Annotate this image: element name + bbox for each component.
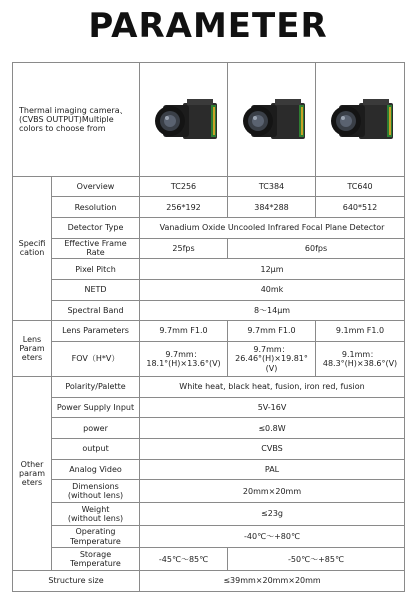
fov-angles: 26.46°(H)×19.81°(V)	[235, 354, 308, 373]
value-cell: 5V-16V	[140, 397, 405, 418]
table-row	[13, 459, 405, 480]
group-label-specification: Specifi cation	[13, 176, 52, 321]
value-cell: 640*512	[316, 197, 405, 218]
value-cell: 40mk	[140, 279, 405, 300]
fov-focal: 9.7mm：	[165, 349, 202, 359]
value-cell: 384*288	[228, 197, 316, 218]
table-row	[13, 525, 405, 548]
table-row	[13, 197, 405, 218]
intro-text: Thermal imaging camera、(CVBS OUTPUT)Multiple colors to choose from	[13, 63, 140, 177]
table-row	[13, 548, 405, 571]
fov-cell	[228, 341, 316, 376]
parameter-table	[12, 62, 405, 592]
param-label: Lens Parameters	[52, 321, 140, 342]
table-row	[13, 377, 405, 398]
value-cell: 9.7mm F1.0	[228, 321, 316, 342]
fov-cell	[316, 341, 405, 376]
param-label-line: Storage	[79, 550, 112, 560]
value-cell: PAL	[140, 459, 405, 480]
value-cell: 60fps	[228, 238, 405, 259]
intro-row	[13, 63, 405, 177]
camera-module-icon	[143, 89, 225, 149]
table-row	[13, 321, 405, 342]
param-label: Polarity/Palette	[52, 377, 140, 398]
param-label: Overview	[52, 176, 140, 197]
param-label-line: Temperature	[70, 536, 121, 546]
param-label: Effective Frame Rate	[52, 238, 140, 259]
param-label	[52, 548, 140, 571]
table-row	[13, 418, 405, 439]
param-label-line: Weight	[81, 504, 110, 514]
param-label-line: Temperature	[70, 559, 121, 569]
value-cell: ≤0.8W	[140, 418, 405, 439]
table-row	[13, 176, 405, 197]
value-cell: Vanadium Oxide Uncooled Infrared Focal Plane Detector	[140, 217, 405, 238]
value-cell: 20mm×20mm	[140, 480, 405, 503]
table-row	[13, 259, 405, 280]
value-cell: -40℃～+80℃	[140, 525, 405, 548]
param-label: power	[52, 418, 140, 439]
param-label	[52, 525, 140, 548]
table-row	[13, 300, 405, 321]
fov-focal: 9.7mm：	[253, 345, 290, 355]
param-label-line: (without lens)	[67, 513, 124, 523]
table-row	[13, 217, 405, 238]
value-cell: 9.7mm F1.0	[140, 321, 228, 342]
param-label-line: (without lens)	[67, 491, 124, 501]
value-cell: ≤39mm×20mm×20mm	[140, 571, 405, 592]
value-cell: White heat, black heat, fusion, iron red, fusion	[140, 377, 405, 398]
group-label-lens: Lens Param eters	[13, 321, 52, 377]
table-row	[13, 480, 405, 503]
camera-image-tc256	[140, 63, 228, 177]
camera-image-tc384	[228, 63, 316, 177]
table-row	[13, 438, 405, 459]
fov-cell	[140, 341, 228, 376]
group-label-other: Other param eters	[13, 377, 52, 571]
value-cell: 12μm	[140, 259, 405, 280]
value-cell: TC256	[140, 176, 228, 197]
param-label: Power Supply Input	[52, 397, 140, 418]
param-label: Detector Type	[52, 217, 140, 238]
param-label: NETD	[52, 279, 140, 300]
table-row	[13, 397, 405, 418]
camera-image-tc640	[316, 63, 405, 177]
value-cell: TC384	[228, 176, 316, 197]
fov-focal: 9.1mm：	[341, 349, 379, 359]
param-label	[52, 503, 140, 526]
camera-module-icon	[319, 89, 401, 149]
param-label-line: Dimensions	[72, 481, 119, 491]
param-label: Spectral Band	[52, 300, 140, 321]
param-label: Pixel Pitch	[52, 259, 140, 280]
param-label	[52, 480, 140, 503]
fov-angles: 18.1°(H)×13.6°(V)	[146, 358, 221, 368]
table-row	[13, 279, 405, 300]
table-row	[13, 571, 405, 592]
value-cell: 8～14μm	[140, 300, 405, 321]
value-cell: TC640	[316, 176, 405, 197]
value-cell: ≤23g	[140, 503, 405, 526]
camera-module-icon	[231, 89, 313, 149]
value-cell: 25fps	[140, 238, 228, 259]
param-label-line: Operating	[75, 527, 116, 537]
value-cell: 256*192	[140, 197, 228, 218]
param-label: output	[52, 438, 140, 459]
param-label: Resolution	[52, 197, 140, 218]
param-label: FOV（H*V）	[52, 341, 140, 376]
page-title: PARAMETER	[88, 6, 328, 46]
table-row	[13, 238, 405, 259]
value-cell: -50℃～+85℃	[228, 548, 405, 571]
value-cell: -45℃～85℃	[140, 548, 228, 571]
param-label: Analog Video	[52, 459, 140, 480]
param-label: Structure size	[13, 571, 140, 592]
fov-angles: 48.3°(H)×38.6°(V)	[322, 358, 398, 368]
value-cell: 9.1mm F1.0	[316, 321, 405, 342]
table-row	[13, 503, 405, 526]
table-row	[13, 341, 405, 376]
value-cell: CVBS	[140, 438, 405, 459]
